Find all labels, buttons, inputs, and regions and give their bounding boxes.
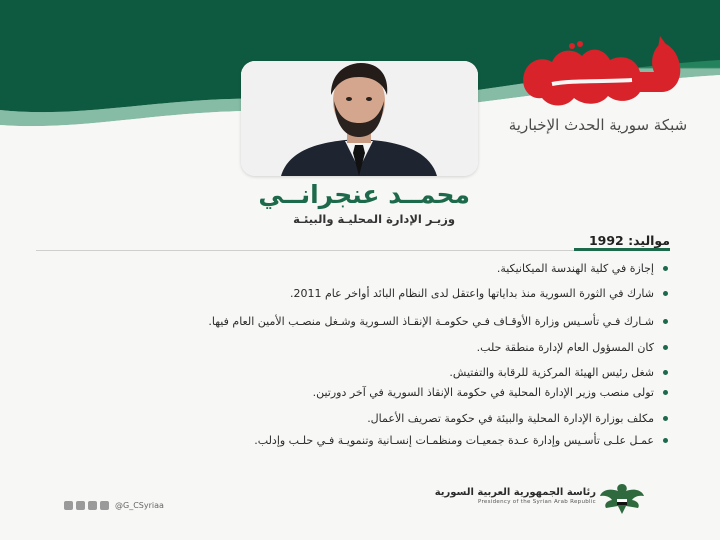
facebook-icon[interactable] [64,501,73,510]
bullet-icon [663,266,668,271]
bullet-icon [663,345,668,350]
syrian-eagle-emblem-icon [598,480,646,516]
bio-item-text: تولى منصب وزير الإدارة المحلية في حكومة الإنقاذ السورية في آخر دورتين. [312,386,654,399]
bullet-icon [663,438,668,443]
bio-item-text: إجازة في كلية الهندسة الميكانيكية. [496,262,654,275]
bio-item [40,434,668,447]
bullet-icon [663,291,668,296]
telegram-icon[interactable] [100,501,109,510]
social-links [64,498,194,512]
bio-item [40,386,668,399]
bio-item [40,341,668,354]
instagram-icon[interactable] [88,501,97,510]
portrait-photo [241,61,478,176]
bio-item [40,412,668,425]
bio-item-text: شـارك فـي تأسـيس وزارة الأوقـاف فـي حكومـة الإنقـاذ السـورية وشـغل منصـب الأمين العام فيها. [208,315,654,328]
logo-subtitle: شبكة سورية الحدث الإخبارية [508,116,688,134]
bio-item-text: كان المسؤول العام لإدارة منطقة حلب. [476,341,654,354]
alhadath-logo [512,36,687,116]
bio-item [40,262,668,275]
bio-item [40,366,668,379]
bullet-icon [663,319,668,324]
social-handle[interactable]: @G_CSyriaa [115,500,164,510]
x-icon[interactable] [76,501,85,510]
bullet-icon [663,370,668,375]
bio-item [40,315,668,328]
presidency-arabic: رئاسة الجمهورية العربية السورية [434,487,596,498]
portrait-illustration [241,61,478,176]
bio-item-text: شارك في الثورة السورية منذ بداياتها واعتقل لدى النظام البائد أواخر عام 2011. [290,287,654,300]
presidency-english: Presidency of the Syrian Arab Republic [477,499,596,505]
bullet-icon [663,416,668,421]
birth-year: مواليد: 1992 [588,233,670,248]
bio-item [40,287,668,300]
presidency-label [430,486,596,516]
bio-item-text: عمـل علـى تأسـيس وإدارة عـدة جمعيـات ومنظمـات إنسـانية وتنمويـة فـي حلـب وإدلب. [254,434,654,447]
bio-item-text: شغل رئيس الهيئة المركزية للرقابة والتفتيش. [449,366,654,379]
bio-list [40,256,668,447]
person-role: وزيـر الإدارة المحليـة والبيئـة [293,212,455,226]
section-divider-accent [574,248,670,251]
person-name: محمــد عنجرانــي [258,180,470,209]
bullet-icon [663,390,668,395]
bio-item-text: مكلف بوزارة الإدارة المحلية والبيئة في حكومة تصريف الأعمال. [367,412,654,425]
